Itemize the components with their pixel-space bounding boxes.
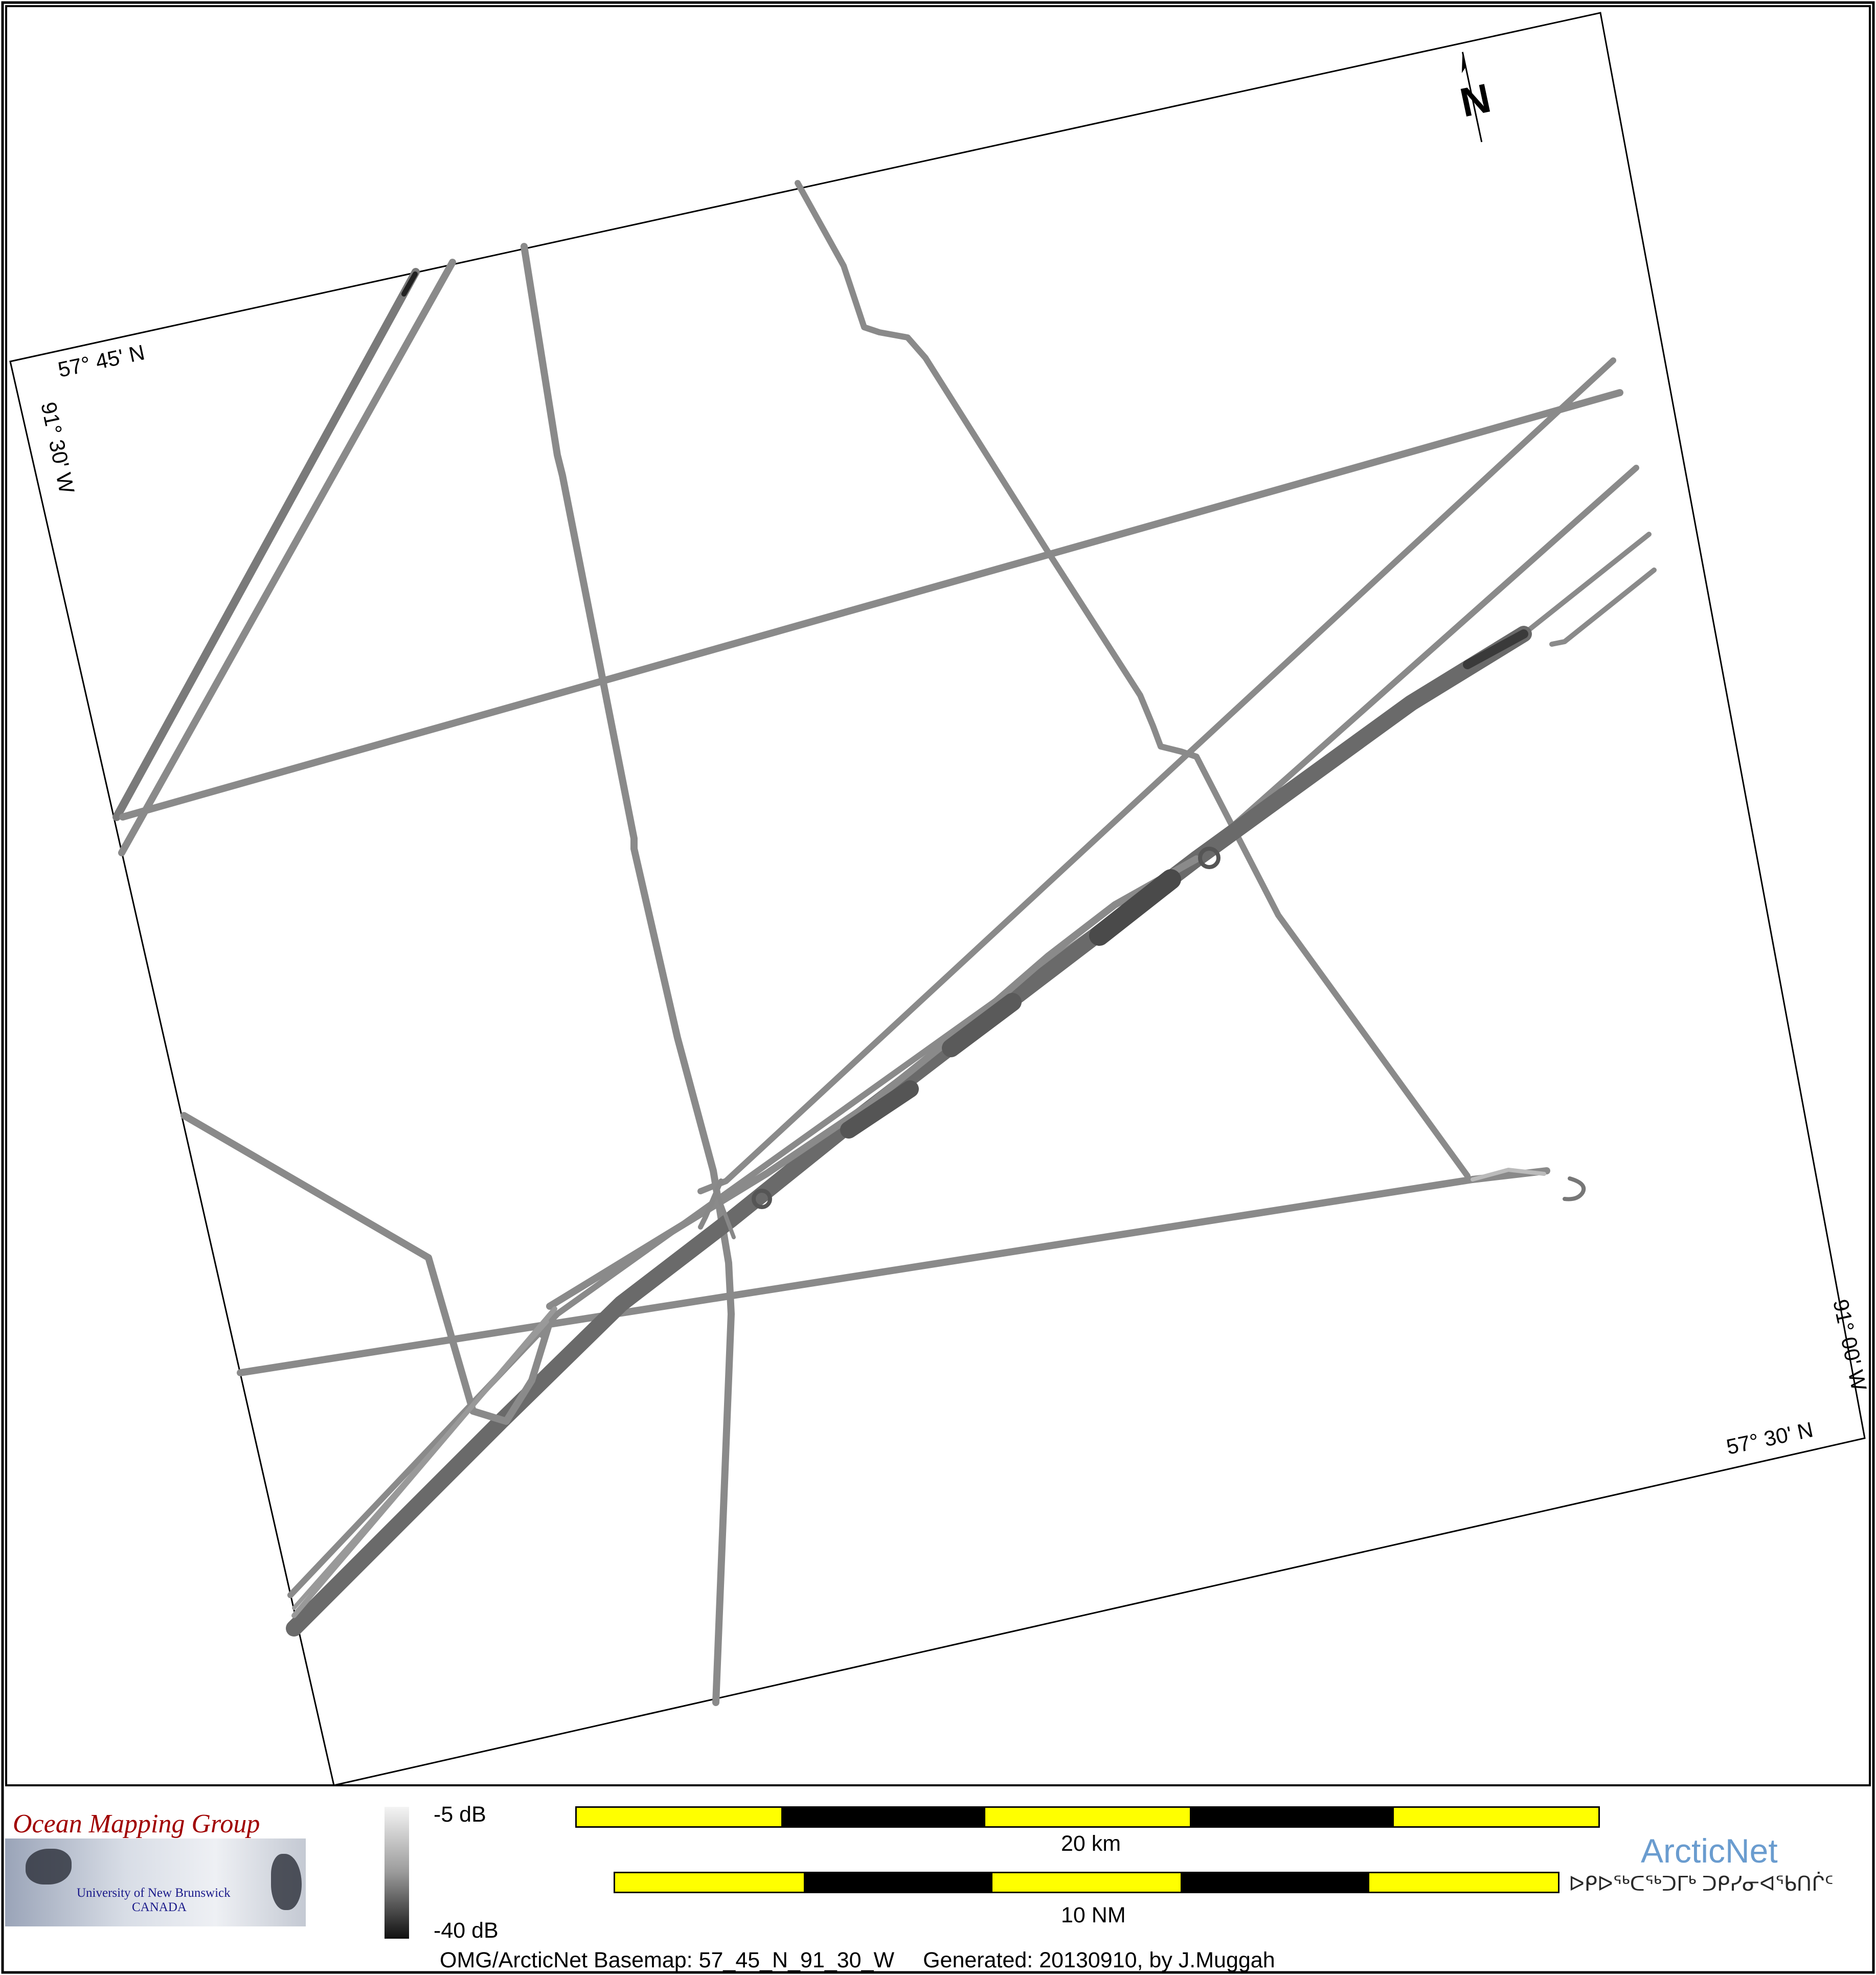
country-label: CANADA xyxy=(132,1900,187,1914)
north-arrow-label: N xyxy=(1456,75,1495,126)
track-nw-2 xyxy=(122,262,453,853)
backscatter-colorbar xyxy=(385,1807,409,1939)
track-nw-1 xyxy=(117,272,416,817)
map-boundary xyxy=(10,13,1865,1785)
scale-bar-nm xyxy=(614,1872,1559,1893)
track-corridor-4 xyxy=(1552,570,1654,644)
footer-caption xyxy=(440,1948,1304,1973)
ship-icon xyxy=(26,1849,72,1885)
north-arrow xyxy=(1451,49,1499,145)
map-frame xyxy=(6,6,1870,1785)
track-ns-east xyxy=(798,183,1467,1176)
footer-generated: Generated: 20130910, by J.Muggah xyxy=(923,1948,1275,1972)
track-ns-west xyxy=(524,246,731,1702)
label-nw-lon: 91° 30' W xyxy=(36,400,79,496)
footer-basemap: OMG/ArcticNet Basemap: 57_45_N_91_30_W xyxy=(440,1948,895,1972)
track-ew-south-hook xyxy=(1565,1178,1584,1199)
track-corridor-8 xyxy=(294,1322,547,1608)
label-se-lat: 57° 30' N xyxy=(1724,1417,1816,1459)
scale-bar-km xyxy=(575,1806,1600,1828)
arcticnet-syllabics: ᐅᑭᐅᖅᑕᖅᑐᒥᒃ ᑐᑭᓯᓂᐊᖃᑎᒌᑦ xyxy=(1569,1873,1834,1895)
university-label: University of New Brunswick xyxy=(77,1886,231,1900)
colorbar-min-label: -40 dB xyxy=(434,1918,499,1943)
survey-tracks xyxy=(117,183,1654,1702)
arcticnet-logo: ArcticNet xyxy=(1641,1832,1778,1870)
track-corridor-wide xyxy=(294,634,1524,1628)
track-corridor-1 xyxy=(700,360,1613,1191)
omg-title: Ocean Mapping Group xyxy=(13,1809,260,1838)
scale-km-label: 20 km xyxy=(1061,1831,1121,1856)
label-nw-lat: 57° 45' N xyxy=(56,340,147,382)
scale-nm-label: 10 NM xyxy=(1061,1903,1126,1927)
label-se-lon: 91° 00' W xyxy=(1828,1297,1871,1393)
colorbar-max-label: -5 dB xyxy=(434,1802,486,1827)
ship-icon xyxy=(271,1854,302,1910)
